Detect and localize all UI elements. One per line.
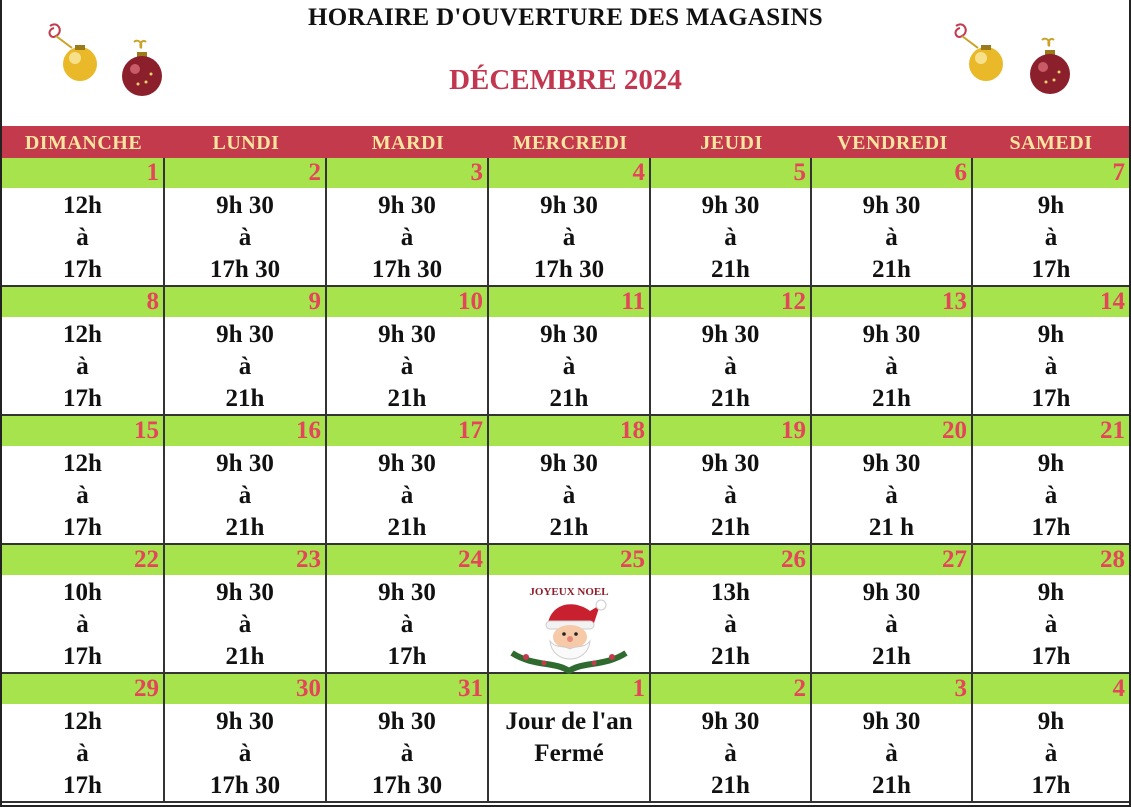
hours-line: 17h (63, 514, 102, 541)
day-cell (973, 674, 1129, 803)
hours-line: 17h (1031, 514, 1071, 541)
opening-hours (327, 188, 487, 286)
hours-line: 21h (549, 514, 589, 541)
date-number: 4 (489, 158, 649, 188)
date-number: 2 (165, 158, 325, 188)
hours-line: 21h (711, 256, 750, 283)
hours-line: 21h (387, 385, 427, 412)
hours-line: 21h (711, 643, 750, 670)
hours-line: à (885, 353, 898, 380)
opening-hours (165, 317, 325, 415)
opening-hours (812, 704, 971, 802)
day-cell (2, 545, 165, 674)
date-number: 29 (2, 674, 163, 704)
date-number: 3 (327, 158, 487, 188)
joyeux-noel-logo: JOYEUX NOEL (529, 586, 609, 598)
hours-line: 21h (387, 514, 427, 541)
hours-line: 9h (1037, 192, 1065, 219)
hours-line: 17h (1031, 385, 1071, 412)
opening-hours (489, 188, 649, 286)
date-number: 10 (327, 287, 487, 317)
hours-line: 9h 30 (701, 321, 760, 348)
month-title: DÉCEMBRE 2024 (449, 64, 682, 96)
date-number: 23 (165, 545, 325, 575)
date-number: 16 (165, 416, 325, 446)
hours-line: 12h (63, 708, 102, 735)
hours-line: 9h (1037, 579, 1065, 606)
day-cell (2, 674, 165, 803)
hours-line: 9h (1037, 321, 1065, 348)
hours-line: 21h (225, 514, 265, 541)
opening-hours (165, 575, 325, 673)
hours-line: 9h 30 (378, 708, 436, 735)
date-number: 13 (812, 287, 971, 317)
opening-hours (489, 317, 649, 415)
hours-line: 9h (1037, 450, 1065, 477)
hours-line: à (562, 224, 576, 251)
day-cell (327, 287, 489, 416)
day-cell (2, 287, 165, 416)
hours-line: à (1044, 482, 1058, 509)
day-cell (327, 158, 489, 287)
date-number: 17 (327, 416, 487, 446)
week-row (2, 545, 1129, 674)
hours-line: 21h (711, 385, 750, 412)
hours-line: 21h (872, 385, 911, 412)
hours-line: 9h 30 (378, 321, 436, 348)
opening-hours (327, 446, 487, 544)
day-cell (165, 158, 327, 287)
date-number: 31 (327, 674, 487, 704)
hours-line: 21h (872, 772, 911, 799)
hours-line: à (1044, 740, 1058, 767)
opening-hours (651, 446, 810, 544)
hours-line: à (76, 224, 89, 251)
date-number: 1 (2, 158, 163, 188)
day-cell (651, 545, 812, 674)
date-number: 11 (489, 287, 649, 317)
opening-hours (812, 575, 971, 673)
opening-hours (973, 575, 1129, 673)
hours-line: à (400, 224, 414, 251)
opening-hours (973, 446, 1129, 544)
day-cell (489, 674, 651, 803)
opening-hours (2, 575, 163, 673)
hours-line: à (238, 224, 252, 251)
opening-hours (489, 446, 649, 544)
date-number: 5 (651, 158, 810, 188)
day-cell (651, 287, 812, 416)
weekday-lundi: LUNDI (212, 132, 280, 154)
date-number: 22 (2, 545, 163, 575)
hours-line: à (76, 482, 89, 509)
hours-line: 17h (1031, 256, 1071, 283)
hours-line: 9h 30 (862, 708, 921, 735)
opening-hours (651, 704, 810, 802)
hours-line: 17h 30 (371, 772, 443, 799)
hours-line: à (400, 740, 414, 767)
day-cell (651, 674, 812, 803)
opening-hours (327, 575, 487, 673)
hours-line: 17h 30 (371, 256, 443, 283)
hours-line: à (400, 353, 414, 380)
date-number: 8 (2, 287, 163, 317)
hours-line: 21 h (868, 514, 915, 541)
hours-line: 9h 30 (862, 579, 921, 606)
hours-line: à (76, 353, 89, 380)
opening-hours (327, 317, 487, 415)
week-row (2, 158, 1129, 287)
date-number: 2 (651, 674, 810, 704)
hours-line: 12h (63, 192, 102, 219)
opening-hours (651, 188, 810, 286)
hours-line: à (885, 224, 898, 251)
opening-hours (2, 317, 163, 415)
hours-line: à (400, 482, 414, 509)
hours-line: à (76, 740, 89, 767)
hours-line: 9h 30 (216, 321, 274, 348)
day-cell (2, 416, 165, 545)
hours-line: 21h (225, 385, 265, 412)
hours-line: 9h 30 (862, 450, 921, 477)
weekday-mardi: MARDI (371, 132, 445, 154)
hours-line: à (724, 740, 737, 767)
weekday-samedi: SAMEDI (1009, 132, 1093, 154)
hours-line: à (238, 482, 252, 509)
date-number: 15 (2, 416, 163, 446)
opening-hours (812, 188, 971, 286)
date-number: 21 (973, 416, 1129, 446)
opening-hours (651, 575, 810, 673)
day-cell (489, 416, 651, 545)
hours-line: 9h 30 (701, 708, 760, 735)
hours-line: 17h (63, 256, 102, 283)
day-cell (651, 416, 812, 545)
day-cell (973, 287, 1129, 416)
opening-hours (812, 317, 971, 415)
hours-line: 17h 30 (209, 256, 281, 283)
hours-line: 9h 30 (216, 708, 274, 735)
red-ornament-icon (118, 38, 166, 102)
day-cell (2, 158, 165, 287)
day-cell (165, 674, 327, 803)
date-number: 3 (812, 674, 971, 704)
weekday-dimanche: DIMANCHE (24, 132, 143, 154)
hours-line: à (724, 353, 737, 380)
hours-line: 9h 30 (540, 192, 598, 219)
calendar-grid (2, 126, 1129, 803)
red-ornament-icon (1026, 36, 1074, 102)
hours-line: Jour de l'an (505, 708, 633, 735)
hours-line: 17h (387, 643, 427, 670)
opening-hours (651, 317, 810, 415)
hours-line: à (885, 482, 898, 509)
date-number: 18 (489, 416, 649, 446)
hours-line: 9h 30 (378, 192, 436, 219)
hours-line: 21h (711, 772, 750, 799)
week-row (2, 287, 1129, 416)
date-number: 24 (327, 545, 487, 575)
day-cell (973, 158, 1129, 287)
hours-line: à (1044, 353, 1058, 380)
hours-line: 21h (872, 256, 911, 283)
date-number: 25 (489, 545, 649, 575)
weekday-vendredi: VENDREDI (837, 132, 948, 154)
day-cell (973, 545, 1129, 674)
date-number: 20 (812, 416, 971, 446)
opening-hours (2, 704, 163, 802)
hours-line: 17h 30 (209, 772, 281, 799)
opening-hours (165, 446, 325, 544)
hours-line: 21h (711, 514, 750, 541)
hours-line: 17h (63, 643, 102, 670)
hours-line: 10h (63, 579, 102, 606)
day-cell (327, 545, 489, 674)
date-number: 19 (651, 416, 810, 446)
date-number: 12 (651, 287, 810, 317)
day-cell (489, 287, 651, 416)
hours-line: 17h 30 (533, 256, 605, 283)
page-title: HORAIRE D'OUVERTURE DES MAGASINS (307, 4, 824, 31)
hours-line: 9h 30 (862, 192, 921, 219)
date-number: 27 (812, 545, 971, 575)
hours-line: 9h 30 (216, 579, 274, 606)
hours-line: à (1044, 224, 1058, 251)
hours-line: 9h 30 (540, 450, 598, 477)
day-cell (489, 158, 651, 287)
hours-line: à (724, 224, 737, 251)
hours-line: 9h (1037, 708, 1065, 735)
day-cell (327, 416, 489, 545)
opening-hours (973, 704, 1129, 802)
date-number: 6 (812, 158, 971, 188)
hours-line: 9h 30 (378, 450, 436, 477)
opening-hours (327, 704, 487, 802)
opening-hours (165, 188, 325, 286)
day-cell (489, 545, 651, 674)
date-number: 4 (973, 674, 1129, 704)
date-number: 9 (165, 287, 325, 317)
day-cell (812, 545, 973, 674)
hours-line: à (562, 482, 576, 509)
hours-line: Fermé (534, 740, 604, 767)
date-number: 26 (651, 545, 810, 575)
weeks-container (2, 158, 1129, 803)
hours-line: à (885, 740, 898, 767)
hours-line: 13h (711, 579, 750, 606)
weekday-mercredi: MERCREDI (512, 132, 628, 154)
hours-line: 17h (1031, 772, 1071, 799)
christmas-illustration (489, 583, 649, 675)
opening-hours (812, 446, 971, 544)
santa-claus-icon (504, 583, 634, 675)
hours-line: 17h (1031, 643, 1071, 670)
week-row (2, 674, 1129, 803)
hours-line: à (400, 611, 414, 638)
hours-line: à (238, 740, 252, 767)
opening-hours (489, 704, 649, 770)
hours-line: 17h (63, 772, 102, 799)
date-number: 30 (165, 674, 325, 704)
hours-line: à (1044, 611, 1058, 638)
day-cell (165, 416, 327, 545)
hours-line: à (562, 353, 576, 380)
date-number: 14 (973, 287, 1129, 317)
day-cell (812, 416, 973, 545)
hours-line: à (76, 611, 89, 638)
hours-line: 17h (63, 385, 102, 412)
hours-line: 9h 30 (378, 579, 436, 606)
day-cell (327, 674, 489, 803)
gold-ornament-icon (948, 18, 1010, 84)
hours-line: 9h 30 (862, 321, 921, 348)
weekday-jeudi: JEUDI (700, 132, 763, 154)
weekday-header-row (2, 126, 1129, 158)
opening-hours (973, 188, 1129, 286)
opening-hours (2, 446, 163, 544)
hours-line: à (885, 611, 898, 638)
hours-line: à (238, 353, 252, 380)
day-cell (973, 416, 1129, 545)
hours-line: 9h 30 (701, 192, 760, 219)
gold-ornament-icon (42, 18, 104, 84)
hours-line: 21h (225, 643, 265, 670)
date-number: 28 (973, 545, 1129, 575)
hours-line: à (724, 482, 737, 509)
hours-line: 21h (872, 643, 911, 670)
hours-line: 9h 30 (701, 450, 760, 477)
date-number: 1 (489, 674, 649, 704)
opening-hours (2, 188, 163, 286)
hours-line: 9h 30 (216, 450, 274, 477)
hours-line: à (238, 611, 252, 638)
hours-line: 21h (549, 385, 589, 412)
day-cell (165, 287, 327, 416)
hours-line: 12h (63, 321, 102, 348)
day-cell (812, 287, 973, 416)
day-cell (651, 158, 812, 287)
day-cell (812, 674, 973, 803)
week-row (2, 416, 1129, 545)
opening-hours (165, 704, 325, 802)
date-number: 7 (973, 158, 1129, 188)
hours-line: à (724, 611, 737, 638)
hours-line: 9h 30 (540, 321, 598, 348)
opening-hours (973, 317, 1129, 415)
hours-line: 9h 30 (216, 192, 274, 219)
hours-line: 12h (63, 450, 102, 477)
day-cell (812, 158, 973, 287)
day-cell (165, 545, 327, 674)
